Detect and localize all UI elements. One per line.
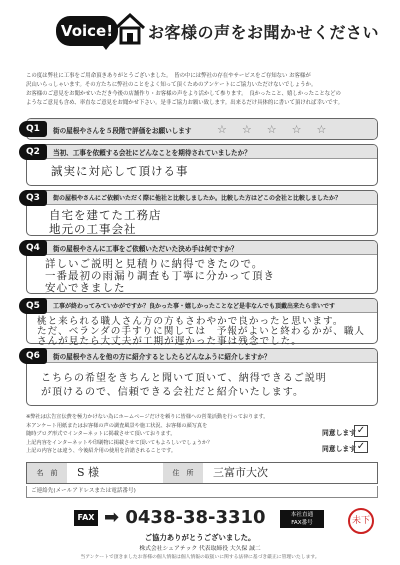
answer-line: 詳しいご説明と見積りに納得できたので。 [45,258,264,270]
intro-text [26,72,380,108]
fax-note-line: 本社直通 [290,512,314,518]
question-text: 街の屋根やさんに工事をご依頼いただいた決め手は何ですか？ [53,245,238,253]
seal-stamp: 未下 [348,508,374,534]
address-label: 住 所 [163,463,203,483]
question-box-q2 [26,144,378,186]
notes [26,413,326,456]
intro-line: 沢山いらっしゃいます。その方たちに弊社のことをよく知って頂くためのアンケートにご協力いただけないでしょうか。 [26,82,317,88]
question-tag: Q3 [19,190,47,206]
rating-stars[interactable]: ☆☆☆☆☆ [217,123,342,136]
question-text: 街の屋根やさんを他の方に紹介するとしたらどんなふうに紹介しますか？ [53,353,271,361]
agree-label: 同意します [322,445,356,453]
voice-badge: Voice! [56,16,118,46]
note-line: 上記の内容とは違う、今後紹介用の使用を許諾されることです。 [26,448,177,454]
arrow-icon: ➡ [104,507,120,528]
question-tag: Q5 [19,298,47,314]
fax-block [74,508,330,530]
answer-line: 桃と来られる職人さん方の方もさわやかで良かったと思います。 [37,316,344,327]
privacy-footnote: 当アンケートで頂きましたお客様の個人情報は個人情報の取扱いに関する法律に基づき厳正に管理いたします。 [80,555,320,560]
answer-line: こちらの希望をきちんと聞いて頂いて、納得できるご説明 [41,373,327,384]
intro-line: この度は弊社に工事をご用命頂きありがとうございました。 皆の中には弊社の存在やサービスをご存知ない お客様が [26,73,311,79]
speech-tail-icon [100,42,112,50]
answer-line: 誠実に対応して頂ける事 [51,164,189,178]
note-line: ※弊社は広告宣伝費を極力かけない為にホームページだけを頼りに皆様への営業活動を行っております。 [26,414,269,420]
question-text: 当初、工事を依頼する会社にどんなことを期待されていましたか？ [53,149,251,157]
question-tag: Q4 [19,240,47,256]
customer-info [26,462,378,484]
name-field[interactable]: S 様 [77,466,100,479]
question-text: 街の屋根やさんを５段階で評価をお願いします [53,127,192,135]
answer-line: 地元の工事会社 [49,222,137,236]
name-label: 名 前 [27,463,67,483]
question-box-q6 [26,348,378,406]
fax-number [104,507,266,528]
fax-number-text: 0438-38-3310 [125,507,266,528]
answer-line: 一番最初の雨漏り調査も丁寧に分かって頂き [45,270,275,282]
note-line: 随時ブログ形式でインターネットに掲載させて頂いております。 [26,431,176,437]
fax-badge: FAX [74,510,98,526]
intro-line: ようなご意見も含め、率直なご意見をお聞かせ下さい。是非ご協力お願い致します。出来るだけ具体的に書いて頂ければ幸いです。 [26,100,343,106]
company-name: 株式会社シェアテック 代表取締役 大久保 誠二 [139,546,261,552]
house-icon [114,12,146,46]
question-text: 街の屋根やさんにご依頼いただく際に他社と比較しましたか。比較した方はどこの会社と比較しましたか？ [53,195,342,202]
note-line: 本アンケート用紙またはお客様の声の調査風景や施工状況、お客様の顔写真を [26,422,208,429]
question-tag: Q1 [19,121,47,137]
answer-line: が頂けるので、信頼できる会社だと紹介いたします。 [41,387,304,398]
question-box-q3 [26,190,378,236]
agree-label: 同意します [322,429,356,437]
question-text: 工事が終わってみていかがですか？良かった事・嬉しかったことなど是非なんでも頂戴出来たら幸いです [53,303,335,310]
fax-note [280,510,324,528]
fax-note-line: FAX番号 [291,520,313,526]
agree-checkbox[interactable]: ✓ [354,441,368,453]
note-line: 上記内容をインターネットや印刷物に掲載させて頂いてもよろしいでしょうか？ [26,439,213,446]
question-box-q4 [26,240,378,294]
answer-line: ただ、ベランダの手すりに関しては 予報がよいと終わるかが、職人 [37,326,366,337]
intro-line: お客様のご意見をお聞かせいただき今後の店舗作り・お客様の声をより活かして参ります。 良かったこと、嬉しかったことなどの [26,91,341,97]
question-box-q5 [26,298,378,347]
answer-line: 自宅を建てた工務店 [49,208,162,222]
question-tag: Q6 [19,348,47,364]
agree-checkbox[interactable]: ✓ [354,425,368,437]
answer-line: さんが見たら大丈夫が工期が遅かった事は残念でした。 [37,336,302,347]
question-box-q1 [26,118,378,140]
header [56,8,380,52]
address-field[interactable]: 三富市大次 [213,466,268,479]
page-title: お客様の声をお聞かせください [148,23,380,42]
question-tag: Q2 [19,144,47,160]
thanks-text: ご協力ありがとうございました。 [144,533,256,542]
answer-line: 安心できました [45,282,126,294]
contact-field[interactable]: ご連絡先(メールアドレスまたは電話番号) [26,486,378,498]
